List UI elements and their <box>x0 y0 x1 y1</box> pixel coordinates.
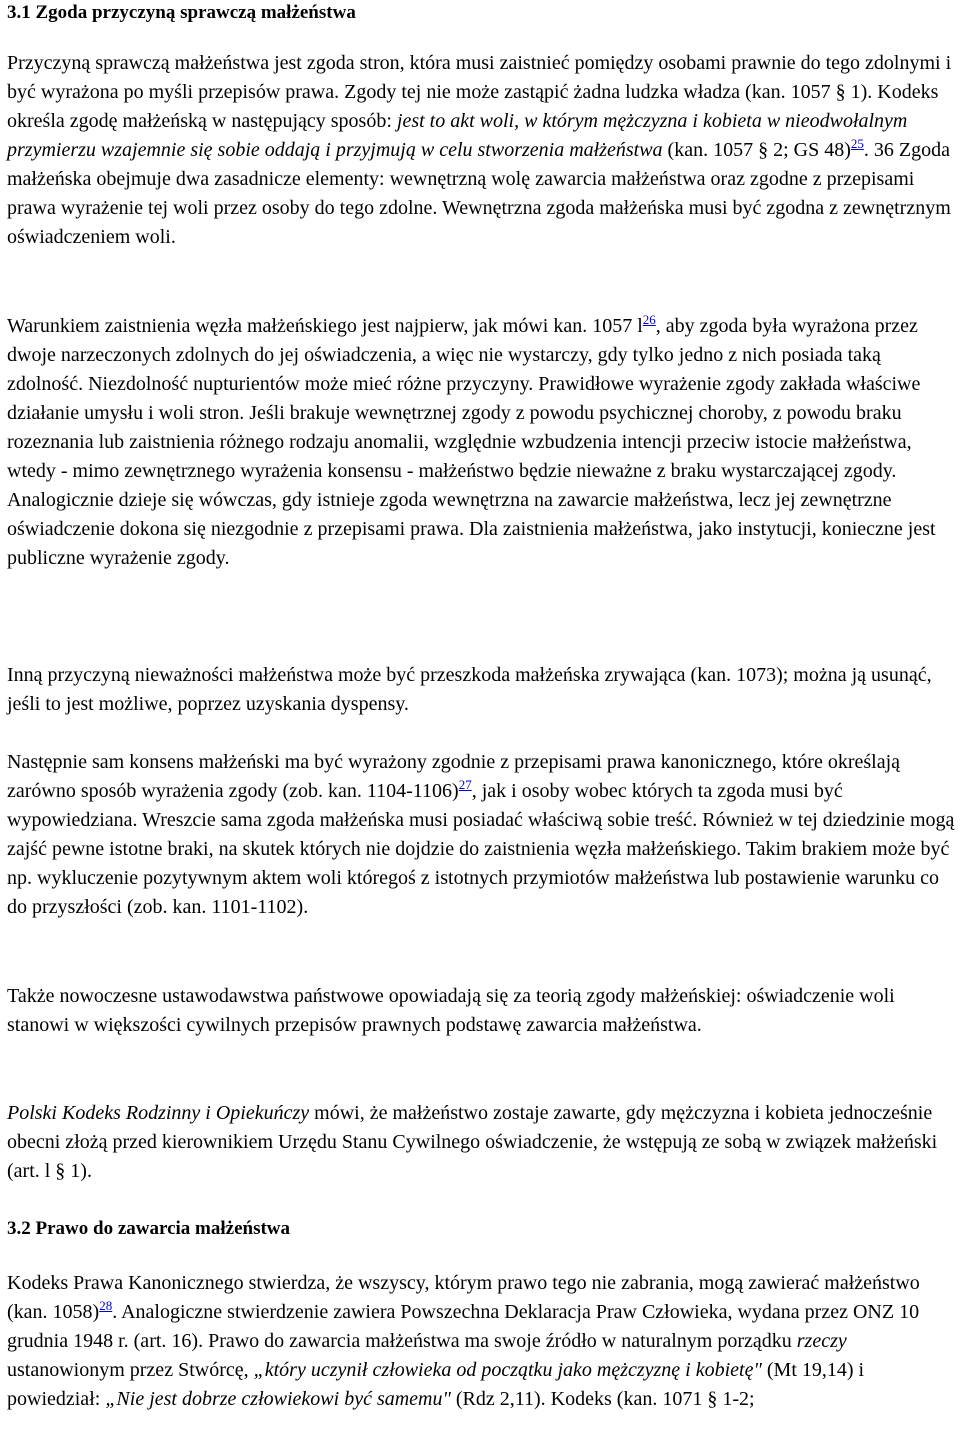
paragraph-7-quote-g: „Nie jest dobrze człowiekowi być samemu" <box>105 1388 451 1410</box>
paragraph-7 <box>7 1269 957 1414</box>
paragraph-2 <box>7 312 957 573</box>
paragraph-7-text-f: (Mt 19,14) i powiedział: <box>7 1359 865 1410</box>
paragraph-1-text-d: . 36 Zgoda małżeńska obejmuje dwa zasadnicze elementy: wewnętrzną wolę zawarcia małżeństwa oraz zgodne z przepisami prawa wyrażenie tej woli przez osoby do tego zdolne. Wewnętrzna zgoda małżeńska musi być zgodna z zewnętrznym oświadczeniem woli. <box>7 139 951 248</box>
footnote-link-28[interactable]: 28 <box>99 1298 113 1313</box>
paragraph-7-text-h: (Rdz 2,11). Kodeks (kan. 1071 § 1-2; <box>450 1388 755 1410</box>
section-heading-3-1: 3.1 Zgoda przyczyną sprawczą małżeństwa <box>7 2 356 23</box>
section-heading-3-2: 3.2 Prawo do zawarcia małżeństwa <box>7 1218 291 1239</box>
paragraph-6-text-b: mówi, że małżeństwo zostaje zawarte, gdy mężczyzna i kobieta jednocześnie obecni złożą przed kierownikiem Urzędu Stanu Cywilnego oświadczenie, że wstępują ze sobą w związek małżeński (art. l § 1). <box>7 1102 938 1182</box>
paragraph-6 <box>7 1099 957 1186</box>
paragraph-4-text-a: Następnie sam konsens małżeński ma być wyrażony zgodnie z przepisami prawa kanonicznego, które określają zarówno sposób wyrażenia zgody (zob. kan. 1104-1106) <box>7 751 901 802</box>
paragraph-5: Także nowoczesne ustawodawstwa państwowe opowiadają się za teorią zgody małżeńskiej: oświadczenie woli stanowi w większości cywilnych przepisów prawnych podstawę zawarcia małżeństwa. <box>7 985 895 1036</box>
paragraph-7-text-d: ustanowionym przez Stwórcę, <box>7 1359 254 1381</box>
paragraph-7-quote-e: „który uczynił człowieka od początku jako mężczyznę i kobietę" <box>253 1359 762 1381</box>
footnote-link-26[interactable]: 26 <box>642 312 656 327</box>
footnote-link-25[interactable]: 25 <box>850 136 864 151</box>
paragraph-7-italic-c: rzeczy <box>796 1330 847 1352</box>
paragraph-3: Inną przyczyną nieważności małżeństwa może być przeszkoda małżeńska zrywająca (kan. 1073); można ją usunąć, jeśli to jest możliwe, poprzez uzyskania dyspensy. <box>7 664 932 715</box>
paragraph-6-title: Polski Kodeks Rodzinny i Opiekuńczy <box>7 1102 310 1124</box>
paragraph-1-text-a: Przyczyną sprawczą małżeństwa jest zgoda stron, która musi zaistnieć pomiędzy osobami prawnie do tego zdolnymi i być wyrażona po myśli przepisów prawa. Zgody tej nie może zastąpić żadna ludzka władza (kan. 1057 § 1). Kodeks określa zgodę małżeńską w następujący sposób: <box>7 52 952 132</box>
paragraph-1-quote: jest to akt woli, w którym mężczyzna i kobieta w nieodwołalnym przymierzu wzajemnie się sobie oddają i przyjmują w celu stworzenia małżeństwa <box>7 110 908 161</box>
footnote-link-27[interactable]: 27 <box>458 777 472 792</box>
paragraph-7-text-a: Kodeks Prawa Kanonicznego stwierdza, że wszyscy, którym prawo tego nie zabrania, mogą zawierać małżeństwo (kan. 1058) <box>7 1272 920 1323</box>
paragraph-1-text-c: (kan. 1057 § 2; GS 48) <box>662 139 851 161</box>
paragraph-2-text-b: , aby zgoda była wyrażona przez dwoje narzeczonych zdolnych do jej oświadczenia, a więc nie wystarczy, gdy tylko jedno z nich posiada taką zdolność. Niezdolność nupturientów może mieć różne przyczyny. Prawidłowe wyrażenie zgody zakłada właściwe działanie umysłu i woli stron. Jeśli brakuje wewnętrznej zgody z powodu psychicznej choroby, z powodu braku rozeznania lub zaistnienia różnego rodzaju anomalii, względnie wzbudzenia intencji przeciw istocie małżeństwa, wtedy - mimo zewnętrznego wyrażenia konsensu - małżeństwo będzie nieważne z braku wystarczającej zgody. Analogicznie dzieje się wówczas, gdy istnieje zgoda wewnętrzna na zawarcie małżeństwa, lecz jej zewnętrzne oświadczenie dokona się niezgodnie z przepisami prawa. Dla zaistnienia małżeństwa, jako instytucji, konieczne jest publiczne wyrażenie zgody. <box>7 315 936 569</box>
paragraph-4 <box>7 748 957 922</box>
paragraph-4-text-b: , jak i osoby wobec których ta zgoda musi być wypowiedziana. Wreszcie sama zgoda małżeńska musi posiadać właściwą sobie treść. Również w tej dziedzinie mogą zajść pewne istotne braki, na skutek których nie dojdzie do zaistnienia węzła małżeńskiego. Takim brakiem może być np. wykluczenie pozytywnym aktem woli któregoś z istotnych przymiotów małżeństwa lub postawienie warunku co do przyszłości (zob. kan. 1101-1102). <box>7 780 955 918</box>
paragraph-1 <box>7 49 957 252</box>
paragraph-7-text-b: . Analogiczne stwierdzenie zawiera Powszechna Deklaracja Praw Człowieka, wydana przez ONZ 10 grudnia 1948 r. (art. 16). Prawo do zawarcia małżeństwa ma swoje źródło w naturalnym porządku <box>7 1301 920 1352</box>
paragraph-2-text-a: Warunkiem zaistnienia węzła małżeńskiego jest najpierw, jak mówi kan. 1057 l <box>7 315 643 337</box>
